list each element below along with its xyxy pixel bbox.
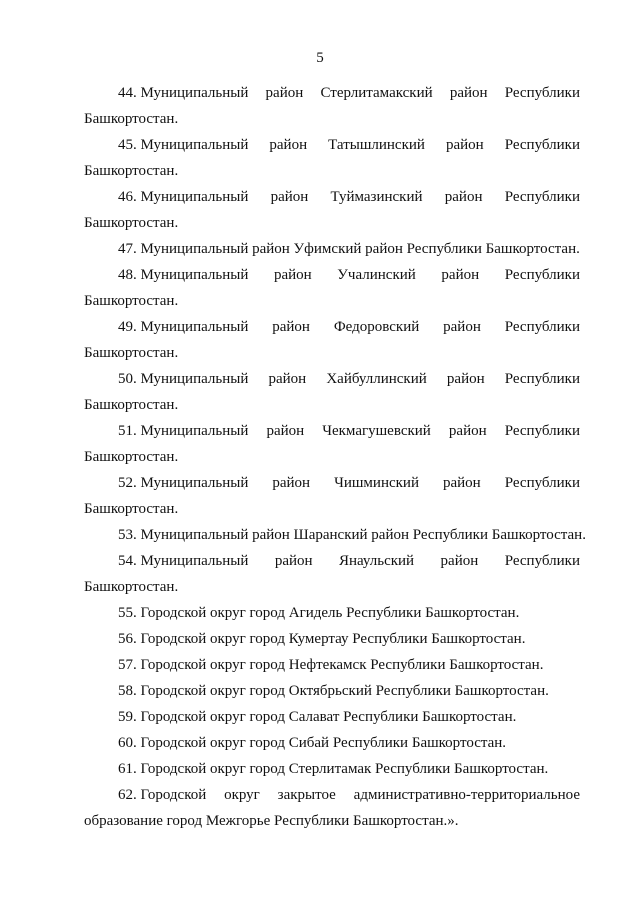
list-item-word: Республики bbox=[504, 267, 580, 283]
list-item-word: 54. Муниципальный bbox=[118, 553, 249, 569]
list-item-word: район bbox=[270, 189, 309, 205]
list-item-word: Чекмагушевский bbox=[322, 423, 431, 439]
list-item bbox=[84, 704, 580, 730]
list-item-first-line bbox=[84, 470, 580, 496]
list-item-word: Федоровский bbox=[333, 319, 420, 335]
list-item bbox=[84, 132, 580, 184]
page-number: 5 bbox=[316, 50, 324, 66]
list-item bbox=[84, 600, 580, 626]
list-item-first-line bbox=[84, 132, 580, 158]
list-item-word: район bbox=[445, 137, 484, 153]
list-item-first-line bbox=[84, 600, 580, 626]
list-item bbox=[84, 314, 580, 366]
list-item bbox=[84, 756, 580, 782]
list-item-text: 55. Городской округ город Агидель Республики Башкортостан. bbox=[118, 605, 520, 621]
list-item-word: 51. Муниципальный bbox=[118, 423, 249, 439]
list-item-word: Учалинский bbox=[337, 267, 416, 283]
list-item-word: район bbox=[449, 85, 488, 101]
list-item bbox=[84, 730, 580, 756]
list-item-word: Республики bbox=[504, 371, 580, 387]
list-item-word: Чишминский bbox=[334, 475, 419, 491]
list-item bbox=[84, 262, 580, 314]
list-item-first-line bbox=[84, 366, 580, 392]
list-item-first-line bbox=[84, 652, 580, 678]
list-item-word: район bbox=[265, 85, 304, 101]
list-item-word: район bbox=[272, 319, 310, 335]
list-item-word: Республики bbox=[504, 423, 580, 439]
list-item bbox=[84, 522, 586, 548]
list-item-word: Республики bbox=[504, 553, 580, 569]
list-item-text: 58. Городской округ город Октябрьский Республики Башкортостан. bbox=[118, 683, 549, 699]
list-item-word: район bbox=[446, 371, 485, 387]
list-item-continuation: Башкортостан. bbox=[84, 293, 179, 309]
list-item-word: район bbox=[274, 553, 313, 569]
list-item-word: 44. Муниципальный bbox=[118, 85, 249, 101]
list-item-word: 50. Муниципальный bbox=[118, 371, 249, 387]
list-item-first-line bbox=[84, 314, 580, 340]
list-item-word: 45. Муниципальный bbox=[118, 137, 249, 153]
list-item-first-line bbox=[84, 418, 580, 444]
list-item-word: район bbox=[443, 319, 481, 335]
list-item bbox=[84, 418, 580, 470]
list-item-first-line bbox=[84, 756, 580, 782]
list-item-word: район bbox=[440, 553, 479, 569]
list-item-text: 60. Городской округ город Сибай Республики Башкортостан. bbox=[118, 735, 507, 751]
list-item-word: район bbox=[273, 267, 312, 283]
list-item bbox=[84, 782, 580, 834]
list-item-first-line bbox=[84, 522, 586, 548]
list-item bbox=[84, 366, 580, 418]
list-item bbox=[84, 470, 580, 522]
list-item-word: район bbox=[268, 371, 307, 387]
list-item-word: Республики bbox=[504, 475, 580, 491]
list-item-word: административно-территориальное bbox=[353, 787, 580, 803]
list-item-word: Республики bbox=[504, 189, 580, 205]
list-item-first-line bbox=[84, 782, 580, 808]
list-item-continuation: Башкортостан. bbox=[84, 345, 179, 361]
list-item-word: район bbox=[441, 267, 480, 283]
list-item-word: Республики bbox=[504, 137, 580, 153]
list-item-text: 57. Городской округ город Нефтекамск Республики Башкортостан. bbox=[118, 657, 544, 673]
list-item-word: 49. Муниципальный bbox=[118, 319, 249, 335]
list-item bbox=[84, 80, 580, 132]
list-item bbox=[84, 548, 580, 600]
list-item-continuation: Башкортостан. bbox=[84, 163, 179, 179]
list-item-word: Туймазинский bbox=[330, 189, 423, 205]
list-item-word: район bbox=[448, 423, 487, 439]
list-item bbox=[84, 236, 580, 262]
list-item-word: район bbox=[443, 475, 481, 491]
list-item-word: округ bbox=[224, 787, 260, 803]
list-item bbox=[84, 184, 580, 236]
list-item-word: район bbox=[269, 137, 308, 153]
list-item-first-line bbox=[84, 678, 580, 704]
list-item bbox=[84, 626, 580, 652]
list-item-first-line bbox=[84, 184, 580, 210]
list-item-continuation: Башкортостан. bbox=[84, 501, 179, 517]
list-item-first-line bbox=[84, 730, 580, 756]
list-item-text: 59. Городской округ город Салават Республики Башкортостан. bbox=[118, 709, 517, 725]
list-item-word: Республики bbox=[504, 85, 580, 101]
list-item-first-line bbox=[84, 548, 580, 574]
list-item-word: район bbox=[266, 423, 305, 439]
list-item-first-line bbox=[84, 704, 580, 730]
municipality-list bbox=[84, 80, 586, 834]
list-item-first-line bbox=[84, 236, 580, 262]
list-item-first-line bbox=[84, 262, 580, 288]
list-item-word: район bbox=[272, 475, 311, 491]
list-item-continuation: Башкортостан. bbox=[84, 215, 179, 231]
list-item-continuation: Башкортостан. bbox=[84, 449, 179, 465]
list-item-text: 53. Муниципальный район Шаранский район Республики Башкортостан. bbox=[118, 527, 586, 543]
list-item bbox=[84, 678, 580, 704]
list-item-word: 46. Муниципальный bbox=[118, 189, 249, 205]
list-item-word: 52. Муниципальный bbox=[118, 475, 249, 491]
list-item-continuation: Башкортостан. bbox=[84, 111, 179, 127]
list-item bbox=[84, 652, 580, 678]
list-item-word: закрытое bbox=[277, 787, 336, 803]
list-item-word: Республики bbox=[504, 319, 580, 335]
list-item-word: Хайбуллинский bbox=[326, 371, 427, 387]
list-item-word: 62. Городской bbox=[118, 787, 207, 803]
list-item-word: 48. Муниципальный bbox=[118, 267, 249, 283]
list-item-first-line bbox=[84, 80, 580, 106]
list-item-word: район bbox=[444, 189, 483, 205]
list-item-text: 61. Городской округ город Стерлитамак Республики Башкортостан. bbox=[118, 761, 549, 777]
list-item-text: 56. Городской округ город Кумертау Республики Башкортостан. bbox=[118, 631, 526, 647]
list-item-text: 47. Муниципальный район Уфимский район Республики Башкортостан. bbox=[118, 241, 580, 257]
list-item-continuation: Башкортостан. bbox=[84, 397, 179, 413]
list-item-word: Янаульский bbox=[338, 553, 415, 569]
list-item-word: Стерлитамакский bbox=[320, 85, 433, 101]
list-item-continuation: Башкортостан. bbox=[84, 579, 179, 595]
list-item-first-line bbox=[84, 626, 580, 652]
list-item-word: Татышлинский bbox=[328, 137, 425, 153]
list-item-continuation: образование город Межгорье Республики Башкортостан.». bbox=[84, 813, 459, 829]
